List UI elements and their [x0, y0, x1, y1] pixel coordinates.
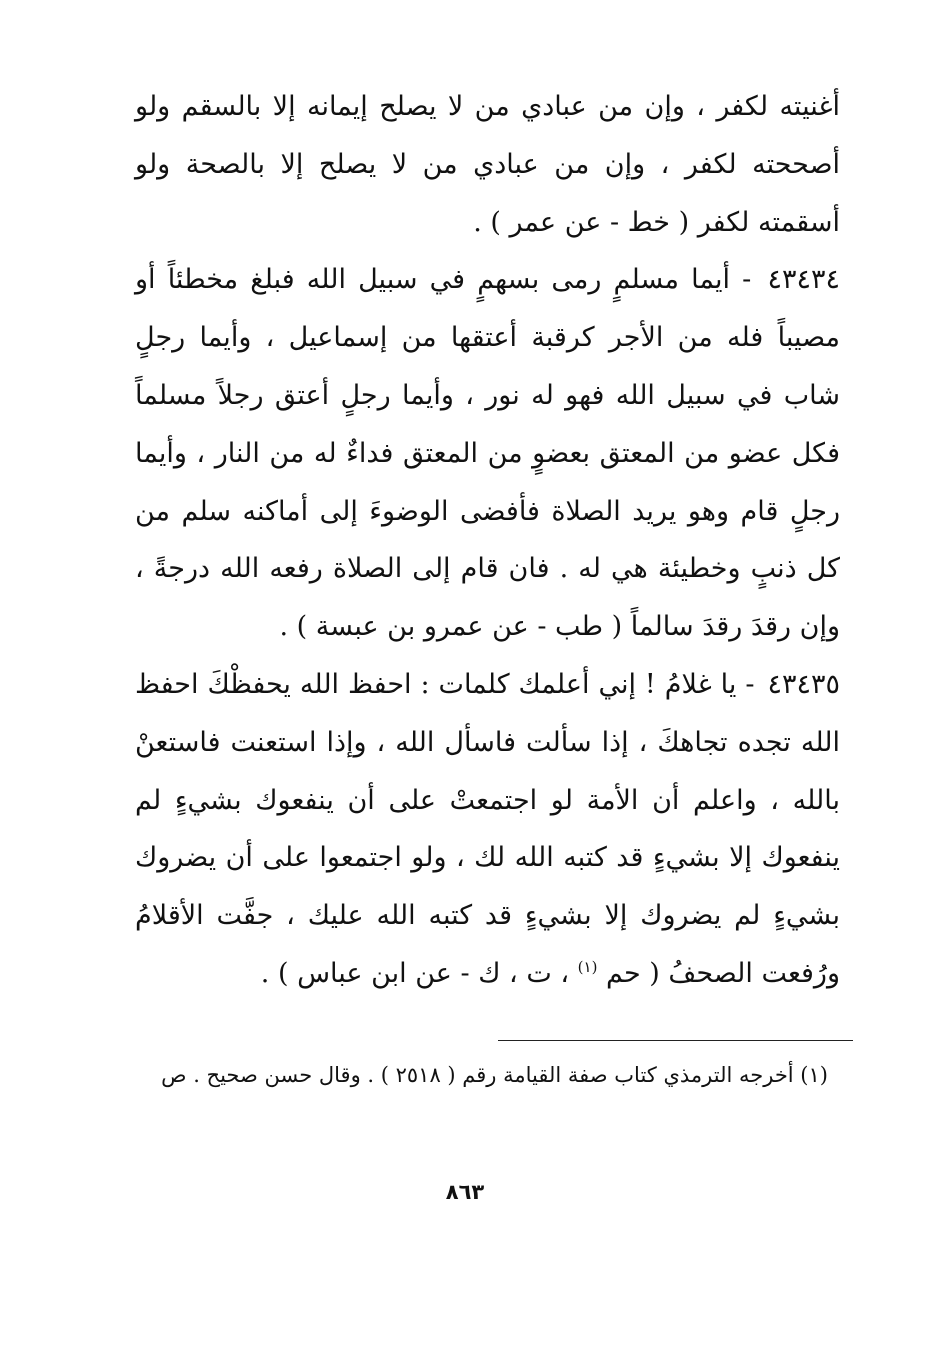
page-number: ٨٦٣	[445, 1180, 485, 1204]
main-text-body	[135, 78, 840, 1003]
footnote-reference[interactable]: (١)	[577, 957, 598, 976]
hadith-number: ٤٣٤٣٥	[767, 668, 840, 700]
footnote-divider	[498, 1040, 853, 1041]
hadith-text-end: ، ت ، ك - عن ابن عباس ) .	[260, 957, 570, 989]
hadith-text: - أيما مسلمٍ رمى بسهمٍ في سبيل الله فبلغ مخطئاً أو مصيباً فله من الأجر كرقبة أعتقها من إسماعيل ، وأيما رجلٍ شاب في سبيل الله فهو له نور ، وأيما رجلٍ أعتق رجلاً مسلماً فكل عضو من المعتق بعضوٍ من المعتق فداءٌ له من النار ، وأيما رجلٍ قام وهو يريد الصلاة فأفضى الوضوءَ إلى أماكنه سلم من كل ذنبٍ وخطيئة هي له . فان قام إلى الصلاة رفعه الله درجةً ، وإن رقدَ رقدَ سالماً ( طب - عن عمرو بن عبسة ) .	[135, 264, 840, 643]
footnote-text: (١) أخرجه الترمذي كتاب صفة القيامة رقم ( ٢٥١٨ ) . وقال حسن صحيح . ص	[161, 1063, 828, 1087]
continuation-paragraph: أغنيته لكفر ، وإن من عبادي من لا يصلح إيمانه إلا بالسقم ولو أصححته لكفر ، وإن من عبادي من لا يصلح إلا بالصحة ولو أسقمته لكفر ( خط - عن عمر ) .	[135, 91, 840, 238]
hadith-paragraph-43434	[135, 251, 840, 656]
hadith-number: ٤٣٤٣٤	[767, 264, 840, 296]
hadith-paragraph-43435	[135, 656, 840, 1003]
hadith-text: - يا غلامُ ! إني أعلمك كلمات : احفظ الله يحفظْكَ احفظ الله تجده تجاهكَ ، إذا سألت فاسأل الله ، وإذا استعنت فاستعنْ بالله ، واعلم أن الأمة لو اجتمعتْ على أن ينفعوك بشيءٍ لم ينفعوك إلا بشيءٍ قد كتبه الله لك ، ولو اجتمعوا على أن يضروك بشيءٍ لم يضروك إلا بشيءٍ قد كتبه الله عليك ، جفَّت الأقلامُ ورُفعت الصحفُ ( حم	[135, 668, 840, 989]
